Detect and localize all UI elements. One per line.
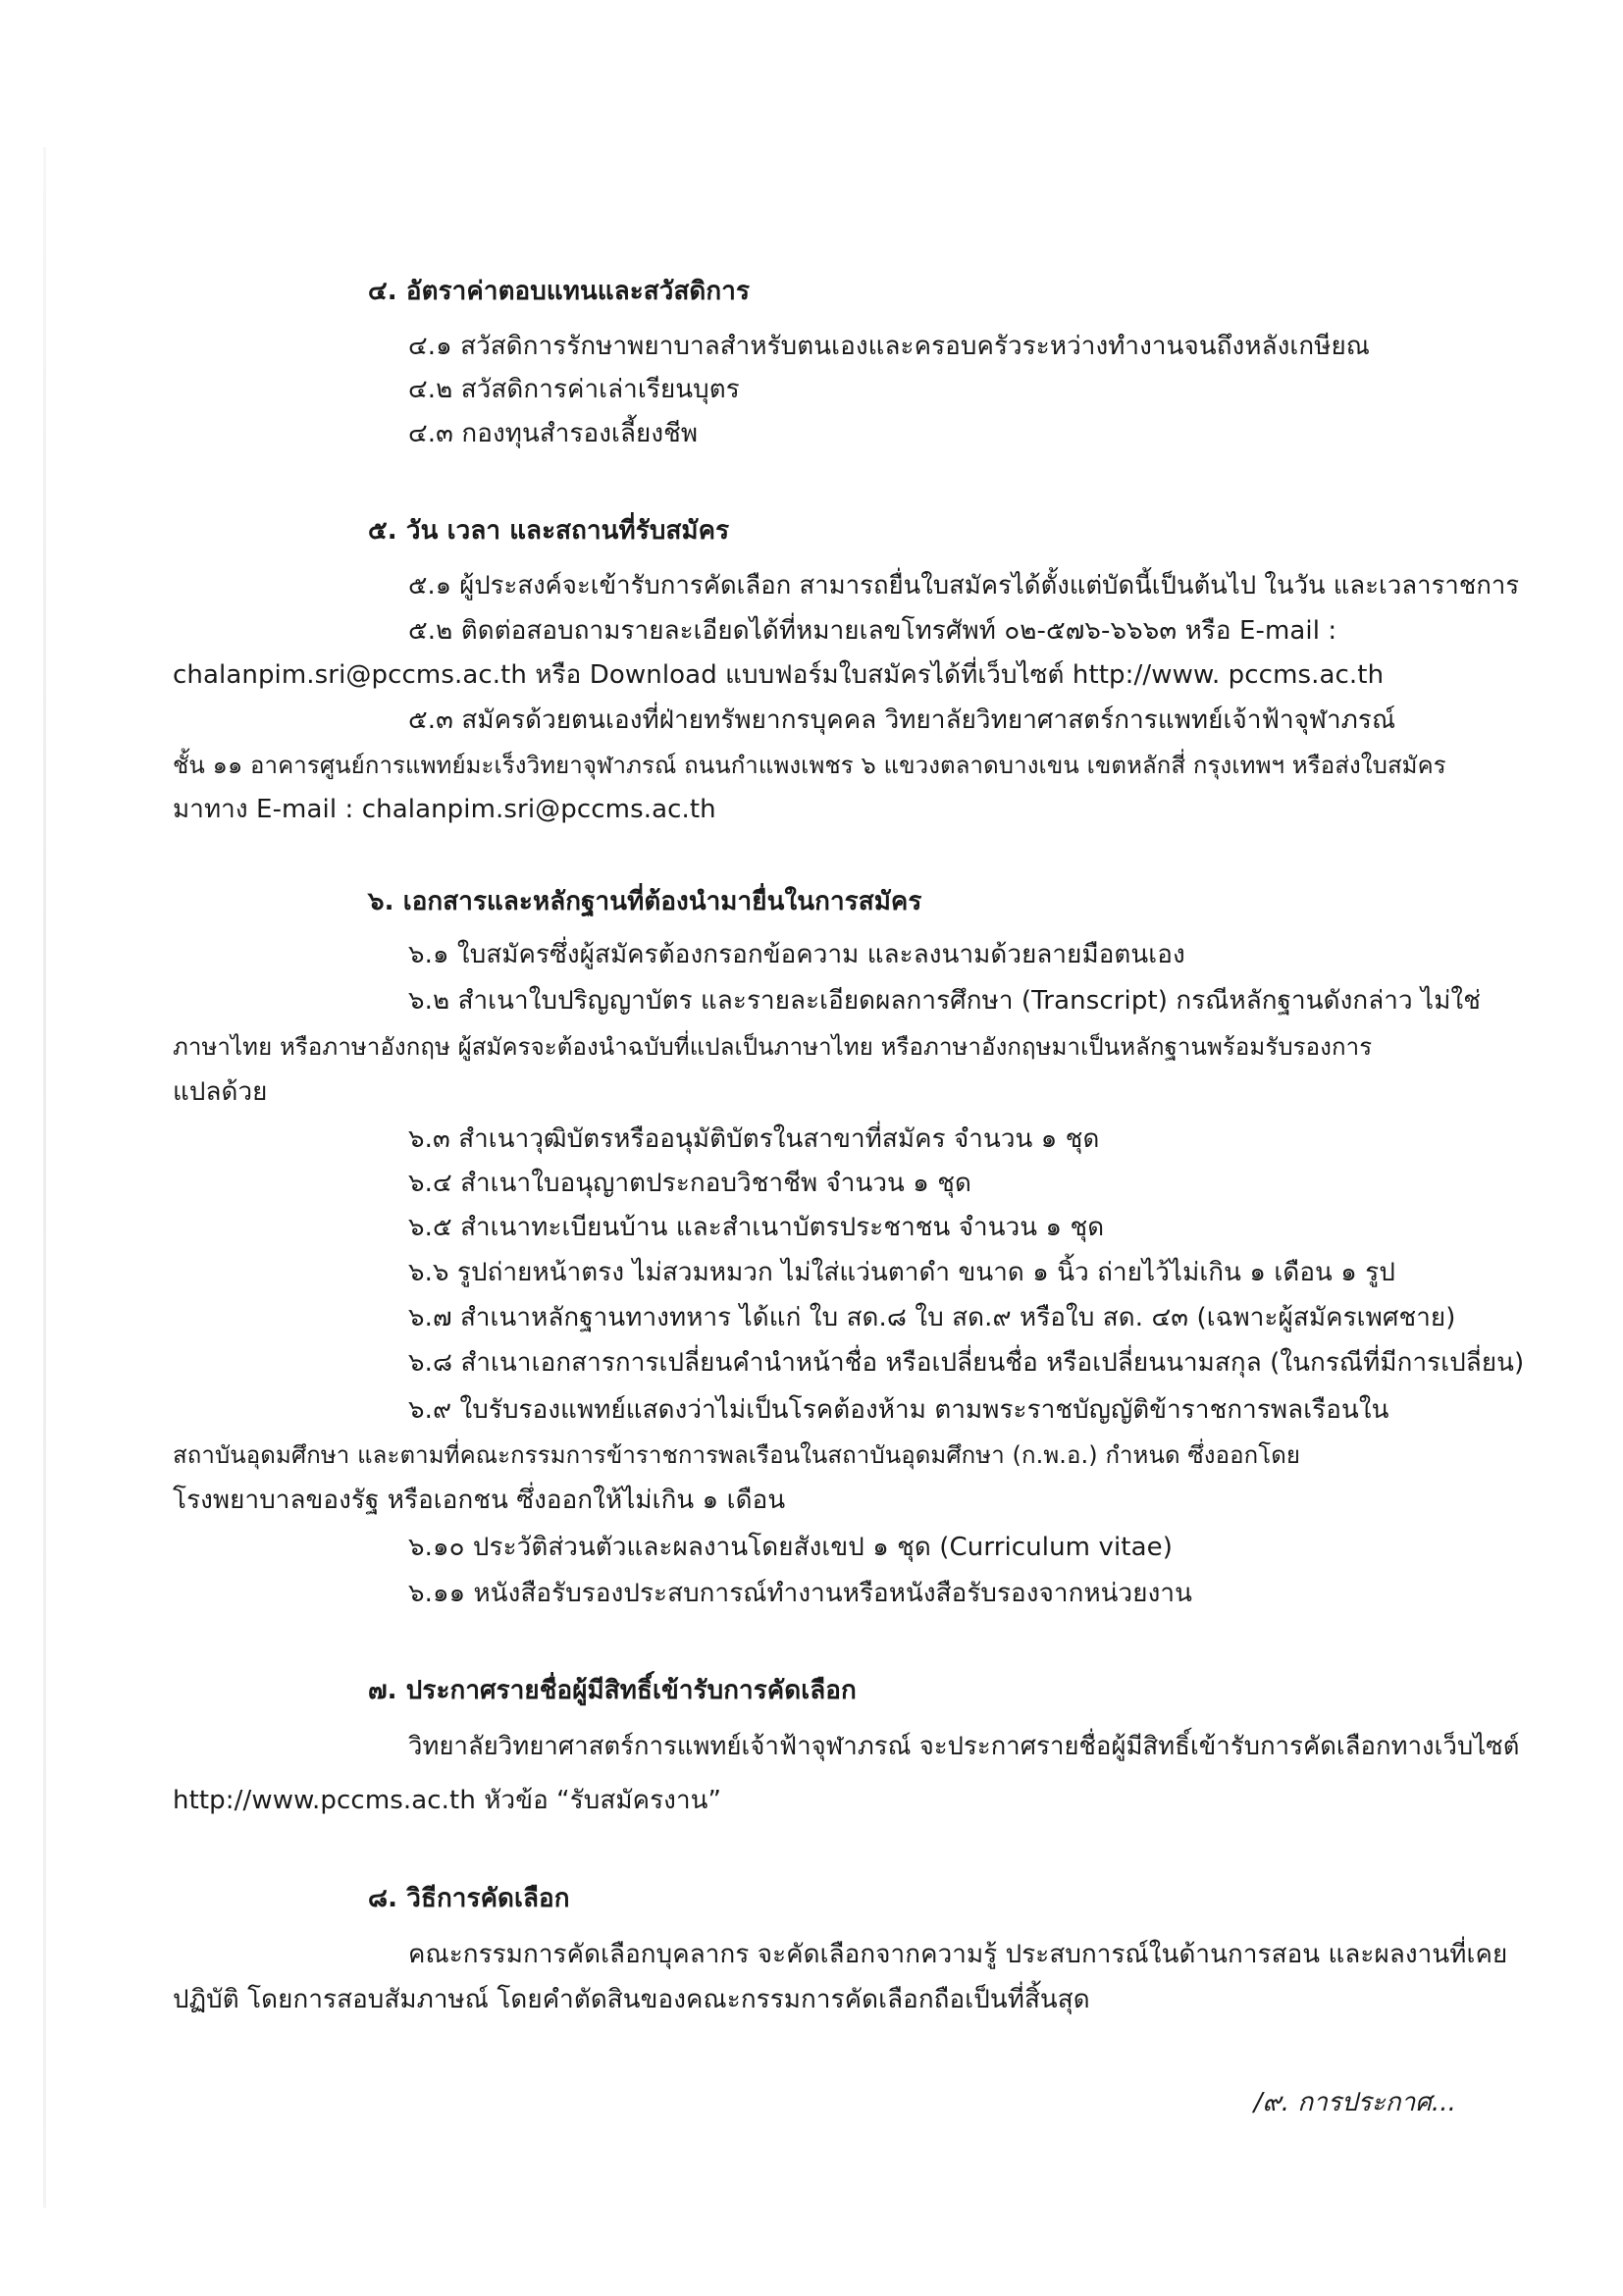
section-8-heading: ๘. วิธีการคัดเลือก xyxy=(368,1884,570,1913)
section-8-line-2: ปฏิบัติ โดยการสอบสัมภาษณ์ โดยคำตัดสินของคณะกรรมการคัดเลือกถือเป็นที่สิ้นสุด xyxy=(173,1985,1090,2014)
section-5-para-3-line-1: ๕.๓ สมัครด้วยตนเองที่ฝ่ายทรัพยากรบุคคล วิทยาลัยวิทยาศาสตร์การแพทย์เจ้าฟ้าจุฬาภรณ์ xyxy=(408,705,1396,735)
section-6-item-3: ๖.๓ สำเนาวุฒิบัตรหรืออนุมัติบัตรในสาขาที่สมัคร จำนวน ๑ ชุด xyxy=(408,1124,1100,1154)
section-6-item-8: ๖.๘ สำเนาเอกสารการเปลี่ยนคำนำหน้าชื่อ หรือเปลี่ยนชื่อ หรือเปลี่ยนนามสกุล (ในกรณีที่มีการเปลี่ยน) xyxy=(408,1348,1525,1378)
section-6-item-4: ๖.๔ สำเนาใบอนุญาตประกอบวิชาชีพ จำนวน ๑ ชุด xyxy=(408,1169,971,1198)
section-6-item-9-line-2: สถาบันอุดมศึกษา และตามที่คณะกรรมการข้าราชการพลเรือนในสถาบันอุดมศึกษา (ก.พ.อ.) กำหนด ซึ่งออกโดย xyxy=(173,1441,1301,1469)
section-6-item-9-line-3: โรงพยาบาลของรัฐ หรือเอกชน ซึ่งออกให้ไม่เกิน ๑ เดือน xyxy=(173,1486,786,1515)
section-4-item-2: ๔.๒ สวัสดิการค่าเล่าเรียนบุตร xyxy=(408,375,740,404)
section-7-line-2: http://www.pccms.ac.th หัวข้อ “รับสมัครงาน” xyxy=(173,1786,722,1815)
section-6-item-2-line-1: ๖.๒ สำเนาใบปริญญาบัตร และรายละเอียดผลการศึกษา (Transcript) กรณีหลักฐานดังกล่าว ไม่ใช่ xyxy=(408,986,1481,1016)
section-4-heading: ๔. อัตราค่าตอบแทนและสวัสดิการ xyxy=(368,277,751,306)
section-6-item-9-line-1: ๖.๙ ใบรับรองแพทย์แสดงว่าไม่เป็นโรคต้องห้าม ตามพระราชบัญญัติข้าราชการพลเรือนใน xyxy=(408,1395,1389,1425)
section-6-item-2-line-3: แปลด้วย xyxy=(173,1077,268,1107)
section-6-heading: ๖. เอกสารและหลักฐานที่ต้องนำมายื่นในการสมัคร xyxy=(368,887,922,916)
section-5-para-1: ๕.๑ ผู้ประสงค์จะเข้ารับการคัดเลือก สามารถยื่นใบสมัครได้ตั้งแต่บัดนี้เป็นต้นไป ในวัน และเวลาราชการ xyxy=(408,571,1520,600)
section-6-item-6: ๖.๖ รูปถ่ายหน้าตรง ไม่สวมหมวก ไม่ใส่แว่นตาดำ ขนาด ๑ นิ้ว ถ่ายไว้ไม่เกิน ๑ เดือน ๑ รูป xyxy=(408,1258,1395,1287)
section-5-heading: ๕. วัน เวลา และสถานที่รับสมัคร xyxy=(368,516,730,546)
section-6-item-5: ๖.๕ สำเนาทะเบียนบ้าน และสำเนาบัตรประชาชน จำนวน ๑ ชุด xyxy=(408,1213,1105,1242)
section-4-item-1: ๔.๑ สวัสดิการรักษาพยาบาลสำหรับตนเองและครอบครัวระหว่างทำงานจนถึงหลังเกษียณ xyxy=(408,332,1371,361)
section-5-para-3-line-3: มาทาง E-mail : chalanpim.sri@pccms.ac.th xyxy=(173,795,716,824)
section-7-line-1: วิทยาลัยวิทยาศาสตร์การแพทย์เจ้าฟ้าจุฬาภรณ์ จะประกาศรายชื่อผู้มีสิทธิ์เข้ารับการคัดเลือกทางเว็บไซต์ xyxy=(408,1732,1520,1761)
section-5-para-2-line-1: ๕.๒ ติดต่อสอบถามรายละเอียดได้ที่หมายเลขโทรศัพท์ ๐๒-๕๗๖-๖๖๖๓ หรือ E-mail : xyxy=(408,616,1337,646)
section-4-item-3: ๔.๓ กองทุนสำรองเลี้ยงชีพ xyxy=(408,419,699,448)
section-6-item-7: ๖.๗ สำเนาหลักฐานทางทหาร ได้แก่ ใบ สด.๘ ใบ สด.๙ หรือใบ สด. ๔๓ (เฉพาะผู้สมัครเพศชาย) xyxy=(408,1303,1456,1332)
section-5-para-2-line-2: chalanpim.sri@pccms.ac.th หรือ Download แบบฟอร์มใบสมัครได้ที่เว็บไซต์ http://www. pccms.ac.th xyxy=(173,660,1385,690)
section-6-item-2-line-2: ภาษาไทย หรือภาษาอังกฤษ ผู้สมัครจะต้องนำฉบับที่แปลเป็นภาษาไทย หรือภาษาอังกฤษมาเป็นหลักฐานพร้อมรับรองการ xyxy=(173,1033,1373,1061)
section-7-heading: ๗. ประกาศรายชื่อผู้มีสิทธิ์เข้ารับการคัดเลือก xyxy=(368,1676,857,1705)
section-5-para-3-line-2: ชั้น ๑๑ อาคารศูนย์การแพทย์มะเร็งวิทยาจุฬาภรณ์ ถนนกำแพงเพชร ๖ แขวงตลาดบางเขน เขตหลักสี่ กรุงเทพฯ หรือส่งใบสมัคร xyxy=(173,752,1446,779)
section-6-item-1: ๖.๑ ใบสมัครซึ่งผู้สมัครต้องกรอกข้อความ และลงนามด้วยลายมือตนเอง xyxy=(408,940,1185,969)
section-8-line-1: คณะกรรมการคัดเลือกบุคลากร จะคัดเลือกจากความรู้ ประสบการณ์ในด้านการสอน และผลงานที่เคย xyxy=(408,1940,1508,1969)
page-continuation-note: /๙. การประกาศ... xyxy=(1253,2088,1456,2117)
section-6-item-10: ๖.๑๐ ประวัติส่วนตัวและผลงานโดยสังเขป ๑ ชุด (Curriculum vitae) xyxy=(408,1533,1173,1562)
section-6-item-11: ๖.๑๑ หนังสือรับรองประสบการณ์ทำงานหรือหนังสือรับรองจากหน่วยงาน xyxy=(408,1579,1192,1608)
scan-edge-shadow xyxy=(43,147,46,2208)
